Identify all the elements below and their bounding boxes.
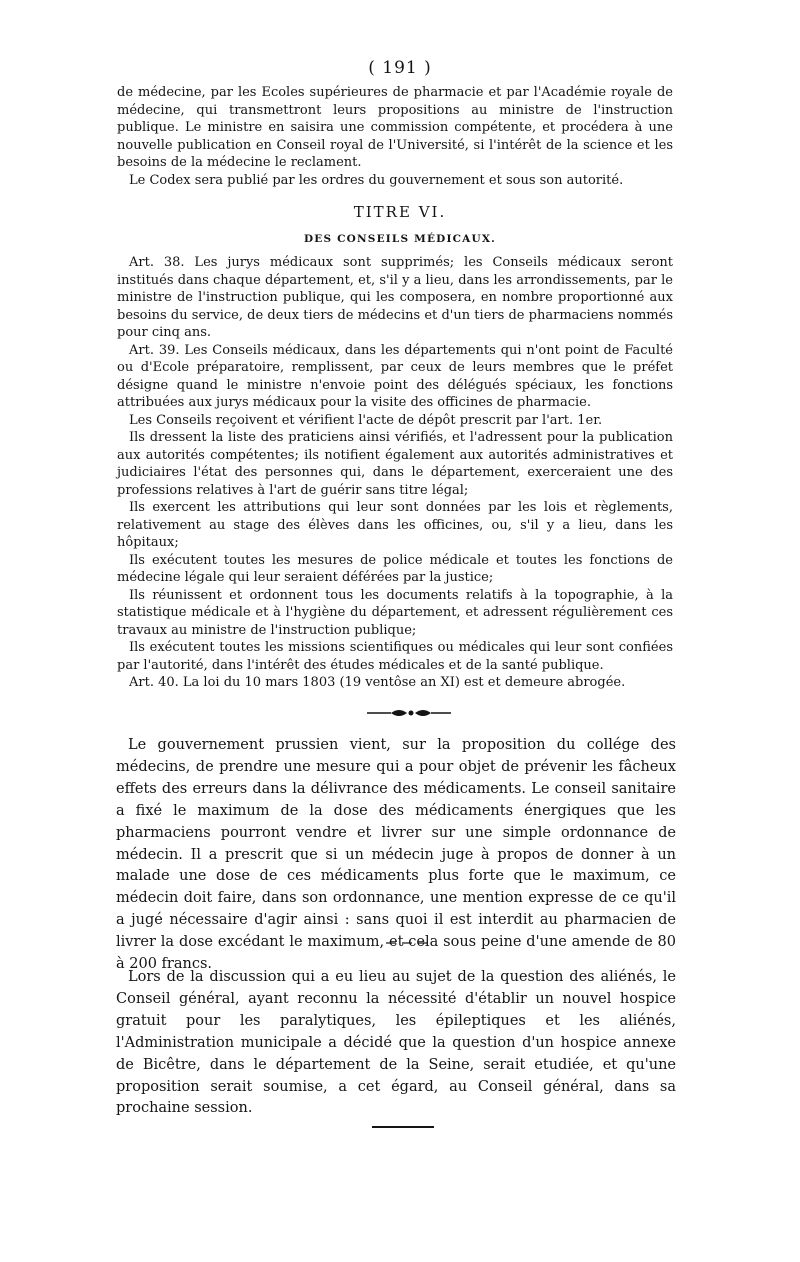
codex-paragraph-block [117,84,673,189]
article-38: Art. 38. Les jurys médicaux sont supprimés; les Conseils médicaux seront institués dans chaque département, et, s'il y a lieu, dans les arrondissements, par le ministre de l'instruction publique, qui les composera, en nombre proportionné aux besoins du service, de deux tiers de médecins et d'un tiers de pharmaciens nommés pour cinq ans. [117,255,673,340]
articles-block [117,254,673,692]
article-39-clause-missions: Ils exécutent toutes les missions scientifiques ou médicales qui leur sont confiées par l'autorité, dans l'intérêt des études médicales et de la santé publique. [117,640,673,673]
article-39-clause-topography: Ils réunissent et ordonnent tous les documents relatifs à la topographie, à la statistique médicale et à l'hygiène du département, et adressent régulièrement ces travaux au ministre de l'instruction publique; [117,587,673,638]
bicetre-paragraph: Lors de la discussion qui a eu lieu au sujet de la question des aliénés, le Conseil général, ayant reconnu la nécessité d'établir un nouvel hospice gratuit pour les paralytiques, les épileptiques et les aliénés, l'Administration municipale a décidé que la question d'un hospice annexe de Bicêtre, dans le département de la Seine, serait etudiée, et qu'une proposition serait soumise, a cet égard, au Conseil général, dans sa prochaine session. [116,969,676,1117]
article-39-clause-deposit: Les Conseils reçoivent et vérifient l'acte de dépôt prescrit par l'art. 1er. [129,412,603,428]
article-39: Art. 39. Les Conseils médicaux, dans les départements qui n'ont point de Faculté ou d'Ecole préparatoire, remplissent, par ceux de leurs membres que le préfet désigne quand le ministre n'envoie point des délégués spéciaux, les fonctions attribuées aux jurys médicaux pour la visite des officines de pharmacie. [117,342,673,410]
prussian-paragraph: Le gouvernement prussien vient, sur la proposition du collége des médecins, de prendre une mesure qui a pour objet de prévenir les fâcheux effets des erreurs dans la délivrance des médicaments. Le conseil sanitaire a fixé le maximum de la dose des médicaments énergiques que les pharmaciens pourront vendre et livrer sur une simple ordonnance de médecin. Il a prescrit que si un médecin juge à propos de donner à un malade une dose de ces médicaments plus forte que le maximum, ce médecin doit faire, dans son ordonnance, une mention expresse de ce qu'il a jugé nécessaire d'agir ainsi : sans quoi il est interdit au pharmacien de livrer la dose excédant le maximum, et cela sous peine d'une amende de 80 à 200 francs. [116,737,676,973]
bicetre-paragraph-block [116,967,676,1120]
codex-paragraph: de médecine, par les Ecoles supérieures de pharmacie et par l'Académie royale de médecine, qui transmettront leurs propositions au ministre de l'instruction publique. Le ministre en saisira une commission compétente, et procédera à une nouvelle publication en Conseil royal de l'Université, si l'intérêt de la science et les besoins de la médecine le reclament. [117,85,673,170]
section-subtitle: DES CONSEILS MÉDICAUX. [303,233,497,245]
page-number: ( 191 ) [368,58,432,78]
section-title: TITRE VI. [353,203,447,221]
article-40: Art. 40. La loi du 10 mars 1803 (19 ventôse an XI) est et demeure abrogée. [129,675,626,690]
section-dashes [386,940,428,946]
article-39-clause-police: Ils exécutent toutes les mesures de police médicale et toutes les fonctions de médecine légale qui leur seraient déférées par la justice; [117,552,673,585]
section-ornament [367,706,451,720]
codex-publication-line: Le Codex sera publié par les ordres du gouvernement et sous son autorité. [129,172,624,188]
closing-rule [372,1126,434,1128]
article-39-clause-list: Ils dressent la liste des praticiens ainsi vérifiés, et l'adressent pour la publication aux autorités compétentes; ils notifient également aux autorités administratives et judiciaires l'état des personnes qui, dans le département, exerceraient une des professions relatives à l'art de guérir sans titre légal; [117,430,673,498]
article-39-clause-stage: Ils exercent les attributions qui leur sont données par les lois et règlements, relativement au stage des élèves dans les officines, ou, s'il y a lieu, dans les hôpitaux; [117,500,673,550]
